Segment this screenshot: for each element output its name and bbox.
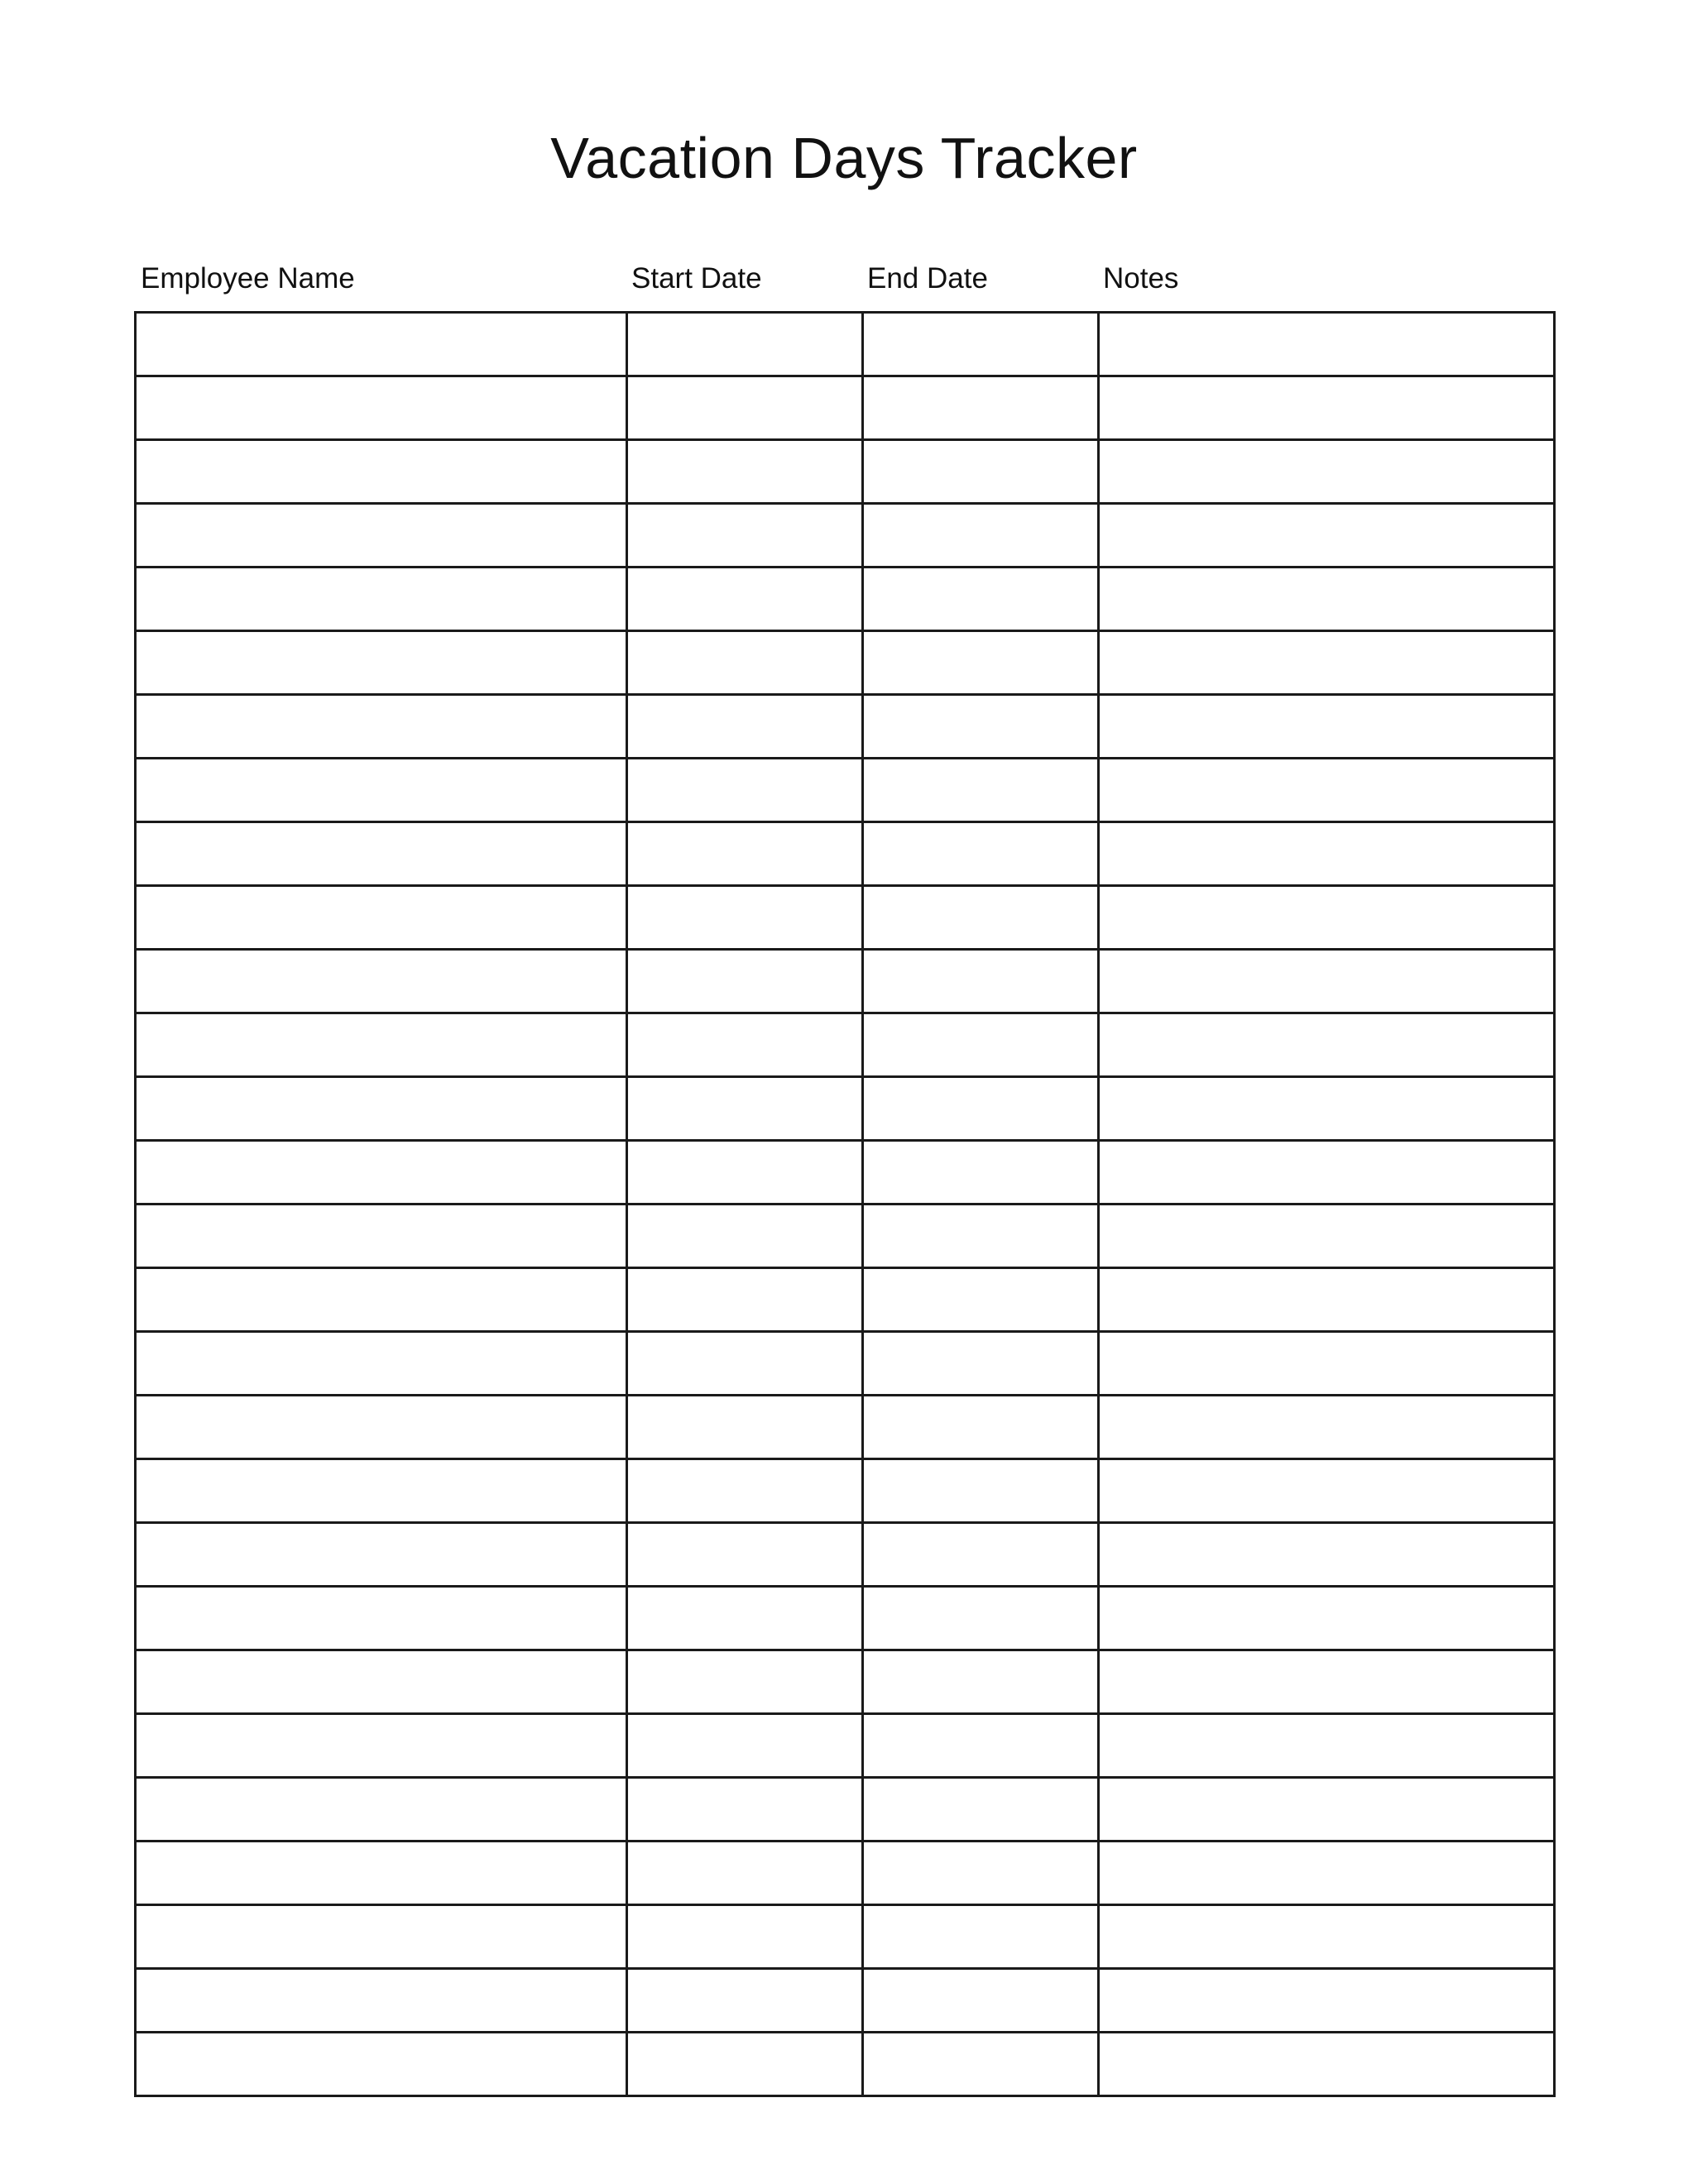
start-date-cell[interactable] bbox=[627, 1013, 863, 1077]
employee-name-cell[interactable] bbox=[136, 822, 627, 886]
start-date-cell[interactable] bbox=[627, 1523, 863, 1587]
end-date-cell[interactable] bbox=[863, 1013, 1099, 1077]
table-row bbox=[136, 695, 1555, 759]
employee-name-cell[interactable] bbox=[136, 313, 627, 376]
end-date-cell[interactable] bbox=[863, 568, 1099, 631]
employee-name-cell[interactable] bbox=[136, 1778, 627, 1842]
notes-cell[interactable] bbox=[1099, 1778, 1555, 1842]
end-date-cell[interactable] bbox=[863, 822, 1099, 886]
end-date-cell[interactable] bbox=[863, 1077, 1099, 1141]
employee-name-cell[interactable] bbox=[136, 1268, 627, 1332]
start-date-cell[interactable] bbox=[627, 1459, 863, 1523]
table-row bbox=[136, 1523, 1555, 1587]
page-title: Vacation Days Tracker bbox=[550, 126, 1138, 190]
end-date-cell[interactable] bbox=[863, 1141, 1099, 1205]
table-row bbox=[136, 1396, 1555, 1459]
table-row bbox=[136, 1650, 1555, 1714]
table-row bbox=[136, 1905, 1555, 1969]
start-date-cell[interactable] bbox=[627, 1650, 863, 1714]
notes-cell[interactable] bbox=[1099, 1077, 1555, 1141]
employee-name-cell[interactable] bbox=[136, 1141, 627, 1205]
end-date-cell[interactable] bbox=[863, 1714, 1099, 1778]
start-date-cell[interactable] bbox=[627, 1141, 863, 1205]
table-row bbox=[136, 1332, 1555, 1396]
table-row bbox=[136, 376, 1555, 440]
table-row bbox=[136, 1268, 1555, 1332]
start-date-cell[interactable] bbox=[627, 1969, 863, 2033]
notes-cell[interactable] bbox=[1099, 822, 1555, 886]
table-row bbox=[136, 1205, 1555, 1268]
employee-name-cell[interactable] bbox=[136, 1650, 627, 1714]
start-date-cell[interactable] bbox=[627, 1842, 863, 1905]
end-date-cell[interactable] bbox=[863, 1587, 1099, 1650]
end-date-cell[interactable] bbox=[863, 1396, 1099, 1459]
end-date-cell[interactable] bbox=[863, 1842, 1099, 1905]
notes-cell[interactable] bbox=[1099, 1205, 1555, 1268]
end-date-cell[interactable] bbox=[863, 1332, 1099, 1396]
start-date-cell[interactable] bbox=[627, 1332, 863, 1396]
column-header-end-date: End Date bbox=[867, 262, 988, 295]
employee-name-cell[interactable] bbox=[136, 568, 627, 631]
notes-cell[interactable] bbox=[1099, 1969, 1555, 2033]
end-date-cell[interactable] bbox=[863, 1905, 1099, 1969]
notes-cell[interactable] bbox=[1099, 1714, 1555, 1778]
end-date-cell[interactable] bbox=[863, 504, 1099, 568]
start-date-cell[interactable] bbox=[627, 1905, 863, 1969]
notes-cell[interactable] bbox=[1099, 440, 1555, 504]
start-date-cell[interactable] bbox=[627, 1778, 863, 1842]
table-row bbox=[136, 2033, 1555, 2096]
table-row bbox=[136, 440, 1555, 504]
notes-cell[interactable] bbox=[1099, 1141, 1555, 1205]
notes-cell[interactable] bbox=[1099, 1587, 1555, 1650]
employee-name-cell[interactable] bbox=[136, 1969, 627, 2033]
start-date-cell[interactable] bbox=[627, 950, 863, 1013]
table-row bbox=[136, 1969, 1555, 2033]
start-date-cell[interactable] bbox=[627, 504, 863, 568]
employee-name-cell[interactable] bbox=[136, 2033, 627, 2096]
end-date-cell[interactable] bbox=[863, 376, 1099, 440]
start-date-cell[interactable] bbox=[627, 1205, 863, 1268]
tracker-table bbox=[134, 311, 1556, 2097]
employee-name-cell[interactable] bbox=[136, 1013, 627, 1077]
end-date-cell[interactable] bbox=[863, 759, 1099, 822]
start-date-cell[interactable] bbox=[627, 695, 863, 759]
end-date-cell[interactable] bbox=[863, 1205, 1099, 1268]
end-date-cell[interactable] bbox=[863, 1459, 1099, 1523]
employee-name-cell[interactable] bbox=[136, 886, 627, 950]
table-row bbox=[136, 1842, 1555, 1905]
start-date-cell[interactable] bbox=[627, 440, 863, 504]
employee-name-cell[interactable] bbox=[136, 631, 627, 695]
notes-cell[interactable] bbox=[1099, 1523, 1555, 1587]
end-date-cell[interactable] bbox=[863, 695, 1099, 759]
start-date-cell[interactable] bbox=[627, 886, 863, 950]
employee-name-cell[interactable] bbox=[136, 1587, 627, 1650]
start-date-cell[interactable] bbox=[627, 1714, 863, 1778]
table-row bbox=[136, 1141, 1555, 1205]
notes-cell[interactable] bbox=[1099, 2033, 1555, 2096]
employee-name-cell[interactable] bbox=[136, 1523, 627, 1587]
notes-cell[interactable] bbox=[1099, 1013, 1555, 1077]
start-date-cell[interactable] bbox=[627, 822, 863, 886]
start-date-cell[interactable] bbox=[627, 313, 863, 376]
tracker-table-body bbox=[136, 313, 1555, 2096]
employee-name-cell[interactable] bbox=[136, 1459, 627, 1523]
employee-name-cell[interactable] bbox=[136, 1714, 627, 1778]
employee-name-cell[interactable] bbox=[136, 1205, 627, 1268]
table-row bbox=[136, 1778, 1555, 1842]
notes-cell[interactable] bbox=[1099, 504, 1555, 568]
notes-cell[interactable] bbox=[1099, 568, 1555, 631]
end-date-cell[interactable] bbox=[863, 313, 1099, 376]
notes-cell[interactable] bbox=[1099, 1396, 1555, 1459]
end-date-cell[interactable] bbox=[863, 886, 1099, 950]
start-date-cell[interactable] bbox=[627, 1077, 863, 1141]
table-row bbox=[136, 1077, 1555, 1141]
table-row bbox=[136, 886, 1555, 950]
table-row bbox=[136, 822, 1555, 886]
start-date-cell[interactable] bbox=[627, 2033, 863, 2096]
end-date-cell[interactable] bbox=[863, 1268, 1099, 1332]
table-row bbox=[136, 631, 1555, 695]
notes-cell[interactable] bbox=[1099, 759, 1555, 822]
end-date-cell[interactable] bbox=[863, 631, 1099, 695]
employee-name-cell[interactable] bbox=[136, 504, 627, 568]
employee-name-cell[interactable] bbox=[136, 695, 627, 759]
end-date-cell[interactable] bbox=[863, 440, 1099, 504]
employee-name-cell[interactable] bbox=[136, 376, 627, 440]
start-date-cell[interactable] bbox=[627, 1396, 863, 1459]
notes-cell[interactable] bbox=[1099, 886, 1555, 950]
start-date-cell[interactable] bbox=[627, 1268, 863, 1332]
table-row bbox=[136, 1587, 1555, 1650]
table-row bbox=[136, 759, 1555, 822]
table-row bbox=[136, 504, 1555, 568]
employee-name-cell[interactable] bbox=[136, 1842, 627, 1905]
notes-cell[interactable] bbox=[1099, 1332, 1555, 1396]
notes-cell[interactable] bbox=[1099, 376, 1555, 440]
notes-cell[interactable] bbox=[1099, 313, 1555, 376]
notes-cell[interactable] bbox=[1099, 1459, 1555, 1523]
end-date-cell[interactable] bbox=[863, 1523, 1099, 1587]
end-date-cell[interactable] bbox=[863, 1650, 1099, 1714]
start-date-cell[interactable] bbox=[627, 1587, 863, 1650]
employee-name-cell[interactable] bbox=[136, 1077, 627, 1141]
employee-name-cell[interactable] bbox=[136, 1905, 627, 1969]
column-header-start-date: Start Date bbox=[631, 262, 762, 295]
column-header-notes: Notes bbox=[1103, 262, 1179, 295]
employee-name-cell[interactable] bbox=[136, 950, 627, 1013]
table-row bbox=[136, 568, 1555, 631]
end-date-cell[interactable] bbox=[863, 950, 1099, 1013]
column-header-employee-name: Employee Name bbox=[141, 262, 355, 295]
employee-name-cell[interactable] bbox=[136, 1396, 627, 1459]
end-date-cell[interactable] bbox=[863, 1778, 1099, 1842]
end-date-cell[interactable] bbox=[863, 2033, 1099, 2096]
employee-name-cell[interactable] bbox=[136, 440, 627, 504]
start-date-cell[interactable] bbox=[627, 759, 863, 822]
employee-name-cell[interactable] bbox=[136, 759, 627, 822]
table-row bbox=[136, 950, 1555, 1013]
notes-cell[interactable] bbox=[1099, 631, 1555, 695]
table-row bbox=[136, 1459, 1555, 1523]
notes-cell[interactable] bbox=[1099, 1842, 1555, 1905]
notes-cell[interactable] bbox=[1099, 950, 1555, 1013]
notes-cell[interactable] bbox=[1099, 695, 1555, 759]
end-date-cell[interactable] bbox=[863, 1969, 1099, 2033]
notes-cell[interactable] bbox=[1099, 1650, 1555, 1714]
start-date-cell[interactable] bbox=[627, 376, 863, 440]
table-row bbox=[136, 1714, 1555, 1778]
start-date-cell[interactable] bbox=[627, 568, 863, 631]
table-row bbox=[136, 313, 1555, 376]
notes-cell[interactable] bbox=[1099, 1905, 1555, 1969]
employee-name-cell[interactable] bbox=[136, 1332, 627, 1396]
start-date-cell[interactable] bbox=[627, 631, 863, 695]
notes-cell[interactable] bbox=[1099, 1268, 1555, 1332]
table-row bbox=[136, 1013, 1555, 1077]
